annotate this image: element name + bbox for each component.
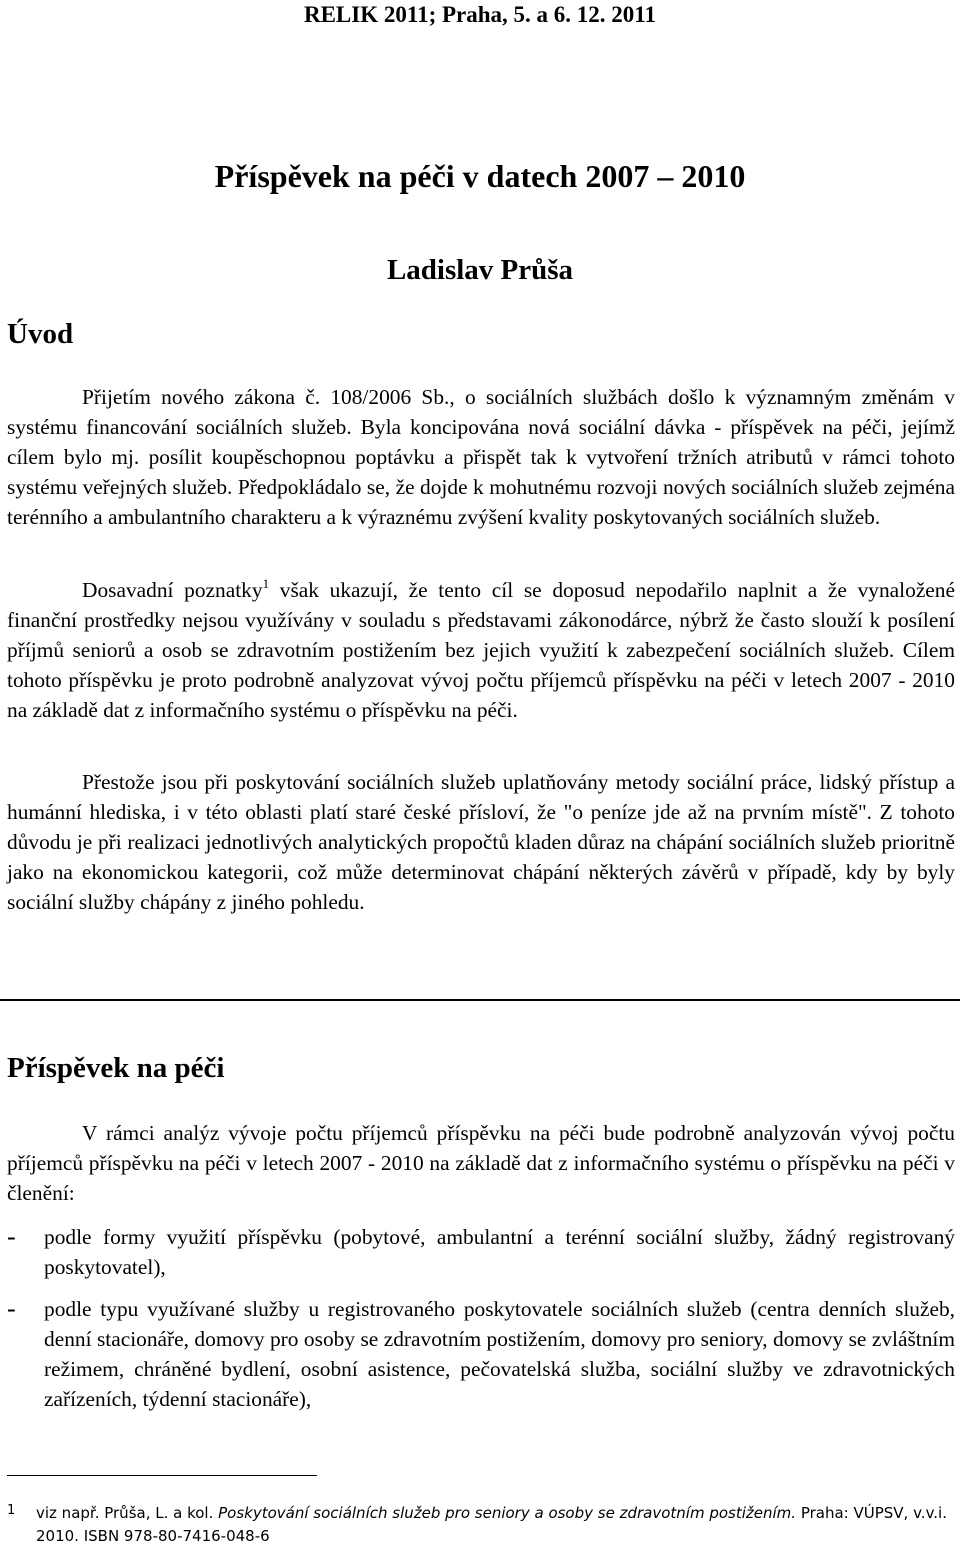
bullet-dash: - (7, 1294, 16, 1323)
footnote-separator (7, 1475, 317, 1476)
bullet-text: podle typu využívané služby u registrovaného poskytovatele sociálních služeb (centra denních služeb, denní stacionáře, domovy pro osoby se zdravotním postižením, domovy pro seniory, domovy se zvláštním režimem, chráněné bydlení, osobní asistence, pečovatelská služba, sociální služby ve zdravotnických zařízeních, týdenní stacionáře), (44, 1297, 955, 1411)
bullet-item (7, 1222, 955, 1282)
section-divider (0, 999, 960, 1001)
footnote-number: 1 (7, 1503, 16, 1518)
intro-paragraph-3-text: Přestože jsou při poskytování sociálních služeb uplatňovány metody sociální práce, lidský přístup a humánní hlediska, i v této oblasti platí staré české přísloví, že "o peníze jde až na prvním místě". Z tohoto důvodu je při realizaci jednotlivých analytických propočtů kladen důraz na chápání sociálních služeb prioritně jako na ekonomickou kategorii, což může determinovat chápání některých závěrů v případě, kdy by byly sociální služby chápány z jiného pohledu. (7, 770, 955, 914)
intro-paragraph-1-text: Přijetím nového zákona č. 108/2006 Sb., o sociálních službách došlo k významným změnám v systému financování sociálních služeb. Byla koncipována nová sociální dávka - příspěvek na péči, jejímž cílem bylo mj. posílit koupěschopnou poptávku a přispět tak k vytvoření tržních atributů v rámci tohoto systému veřejných služeb. Předpokládalo se, že dojde k mohutnému rozvoji nových sociálních služeb zejména terénního a ambulantního charakteru a k výraznému zvýšení kvality poskytovaných sociálních služeb. (7, 385, 955, 529)
intro-paragraph-1 (7, 382, 955, 532)
section-heading-care-allowance: Příspěvek na péči (7, 1052, 225, 1084)
footnote-cited-title: Poskytování sociálních služeb pro seniory a osoby se zdravotním postižením. (218, 1504, 797, 1522)
section-heading-intro: Úvod (7, 318, 74, 350)
paragraph-2-rest: však ukazují, že tento cíl se doposud nepodařilo naplnit a že vynaložené finanční prostředky nejsou využívány v souladu s představami zákonodárce, nýbrž že často slouží k posílení příjmů seniorů a osob se zdravotním postižením bez jejich využití k zabezpečení sociálních služeb. Cílem tohoto příspěvku je proto podrobně analyzovat vývoj počtu příjemců příspěvku na péči v letech 2007 - 2010 na základě dat z informačního systému o příspěvku na péči. (7, 578, 955, 722)
intro-paragraph-3 (7, 767, 955, 917)
paper-title: Příspěvek na péči v datech 2007 – 2010 (214, 158, 746, 194)
footnote-text (36, 1502, 957, 1548)
bullet-text: podle formy využití příspěvku (pobytové, ambulantní a terénní sociální služby, žádný registrovaný poskytovatel), (44, 1225, 955, 1279)
bullet-dash: - (7, 1222, 16, 1251)
footnote-publisher: Praha: VÚPSV, v.v.i. 2010. ISBN 978-80-7416-048-6 (36, 1504, 947, 1545)
care-allowance-paragraph-text: V rámci analýz vývoje počtu příjemců příspěvku na péči bude podrobně analyzován vývoj počtu příjemců příspěvku na péči v letech 2007 - 2010 na základě dat z informačního systému o příspěvku na péči v členění: (7, 1121, 955, 1205)
footnote-prefix: viz např. Průša, L. a kol. (36, 1504, 219, 1522)
footnote (7, 1502, 957, 1548)
intro-paragraph-2-text (7, 575, 955, 725)
care-allowance-paragraph (7, 1118, 955, 1208)
paragraph-2-lead: Dosavadní poznatky (82, 578, 263, 602)
intro-paragraph-2 (7, 575, 955, 725)
author-name: Ladislav Průša (386, 254, 574, 286)
footnote-reference: 1 (262, 576, 270, 591)
bullet-item (7, 1294, 955, 1414)
conference-header: RELIK 2011; Praha, 5. a 6. 12. 2011 (303, 2, 657, 27)
